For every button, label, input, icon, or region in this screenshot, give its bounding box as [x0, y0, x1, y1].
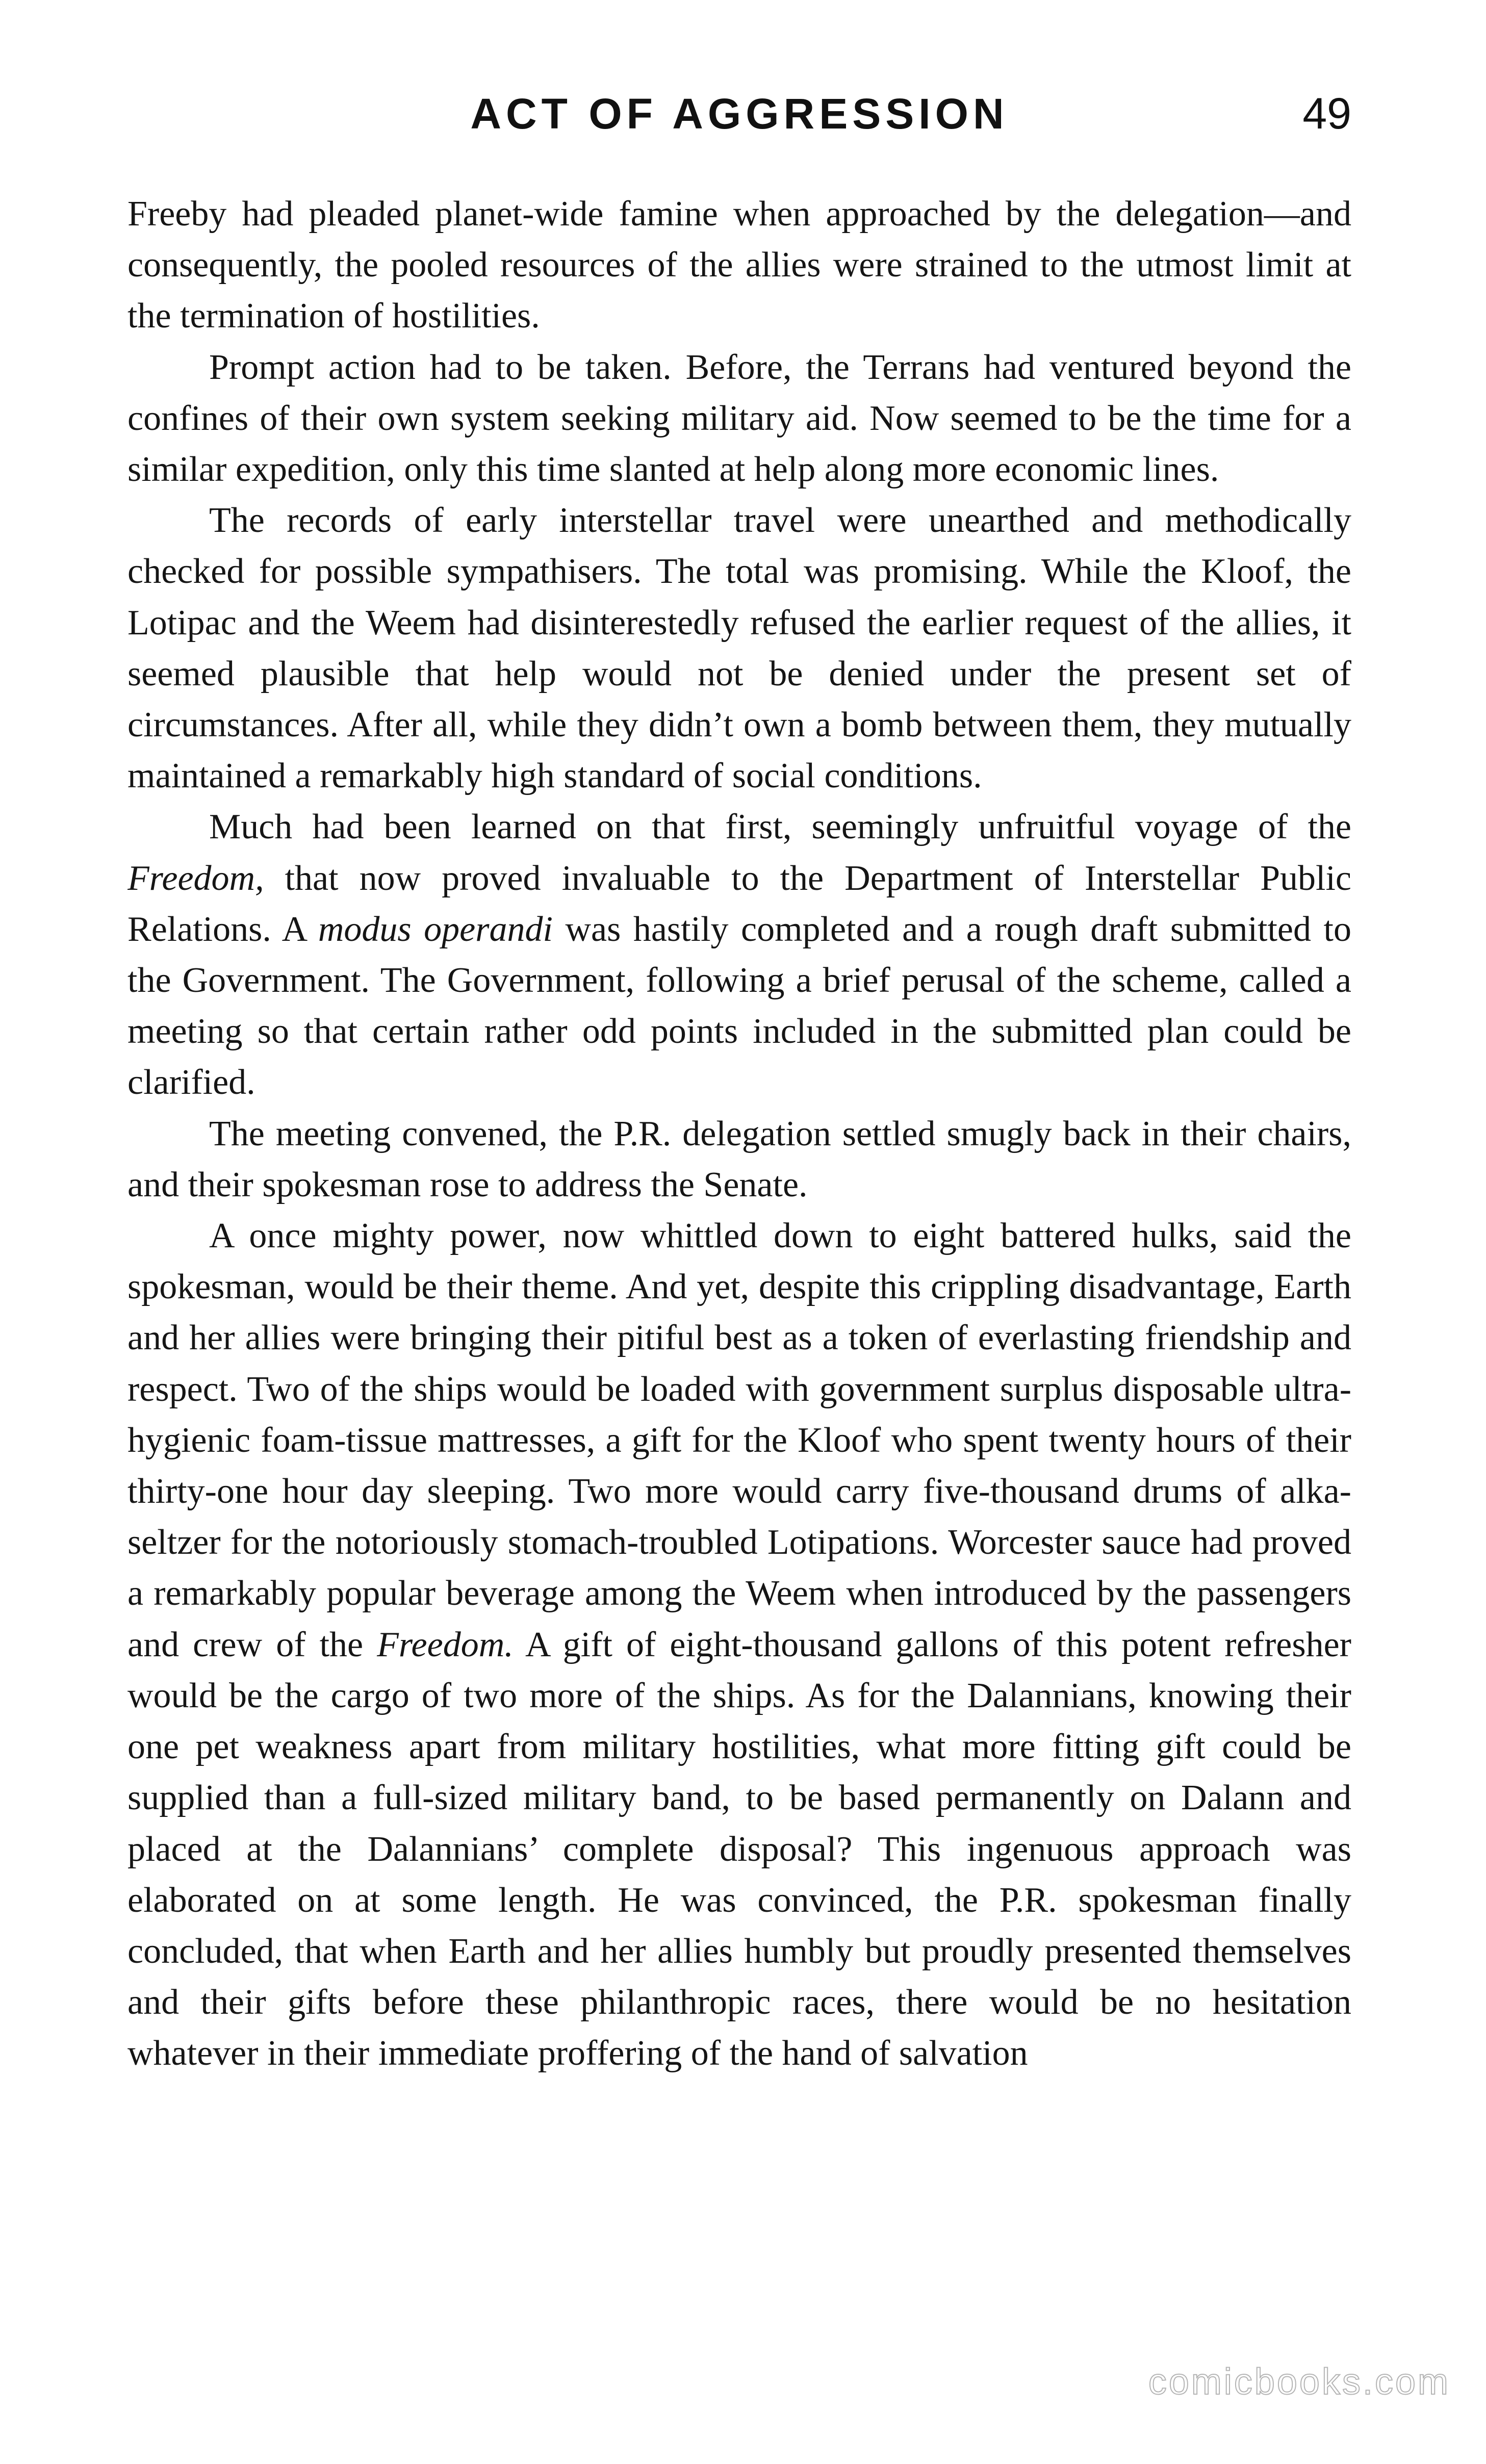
paragraph-3: The records of early interstellar travel were unearthed and methodically checked for possible sympathisers. The total was promising. While the Kloof, the Lotipac and the Weem had disinterestedly refused the earlier request of the allies, it seemed plausible that help would not be denied under the present set of circumstances. After all, while they didn’t own a bomb between them, they mutually maintained a remarkably high standard of social conditions.	[127, 501, 1351, 796]
paragraph-6-text-a: A once mighty power, now whittled down to eight battered hulks, said the spokesman, would be their theme. And yet, despite this crippling disadvantage, Earth and her allies were bringing their pitiful best as a token of everlasting friendship and respect. Two of the ships would be loaded with government surplus disposable ultra-hygienic foam-tissue mattresses, a gift for the Kloof who spent twenty hours of their thirty-one hour day sleeping. Two more would carry five-thousand drums of alka-seltzer for the notoriously stomach-troubled Lotipations. Worcester sauce had proved a remarkably popular beverage among the Weem when introduced by the passengers and crew of the	[127, 1216, 1351, 1664]
running-head: ACT OF AGGRESSION	[470, 90, 1009, 138]
paragraph-5: The meeting convened, the P.R. delegation settled smugly back in their chairs, and their spokesman rose to address the Senate.	[127, 1114, 1351, 1204]
page-header	[127, 86, 1351, 152]
paragraph-4-text-a: Much had been learned on that first, seemingly unfruitful voyage of the	[209, 807, 1351, 847]
paragraph-4-text-c: was hastily completed and a rough draft submitted to the Government. The Government, following a brief perusal of the scheme, called a meeting so that certain rather odd points included in the submitted plan could be clarified.	[127, 909, 1351, 1102]
modus-operandi-phrase: modus operandi	[318, 909, 553, 949]
page-number: 49	[1302, 89, 1351, 138]
body-text	[127, 189, 1351, 2279]
paragraph-6-text-b: A gift of eight-thousand gallons of this potent refresher would be the cargo of two more of the ships. As for the Dalannians, knowing their one pet weakness apart from military hostilities, what more fitting gift could be supplied than a full-sized military band, to be based permanently on Dalann and placed at the Dalannians’ complete disposal? This ingenuous approach was elaborated on at some length. He was convinced, the P.R. spokesman finally concluded, that when Earth and her allies humbly but proudly presented themselves and their gifts before these philanthropic races, there would be no hesitation whatever in their immediate proffering of the hand of salvation	[127, 1625, 1351, 2073]
paragraph-4-text-b: that now proved invaluable to the Department of Interstellar Public Relations. A	[127, 858, 1351, 949]
paragraph-4	[127, 802, 1351, 1108]
ship-name-freedom-2: Freedom.	[377, 1625, 514, 1664]
paragraph-2: Prompt action had to be taken. Before, the Terrans had ventured beyond the confines of their own system seeking military aid. Now seemed to be the time for a similar expedition, only this time slanted at help along more economic lines.	[127, 347, 1351, 490]
ship-name-freedom: Freedom,	[127, 858, 264, 898]
paragraph-1: Freeby had pleaded planet-wide famine when approached by the delegation—and consequently, the pooled resources of the allies were strained to the utmost limit at the termination of hostilities.	[127, 194, 1351, 336]
watermark: comicbooks.com	[1148, 2362, 1450, 2402]
paragraph-6	[127, 1211, 1351, 2079]
